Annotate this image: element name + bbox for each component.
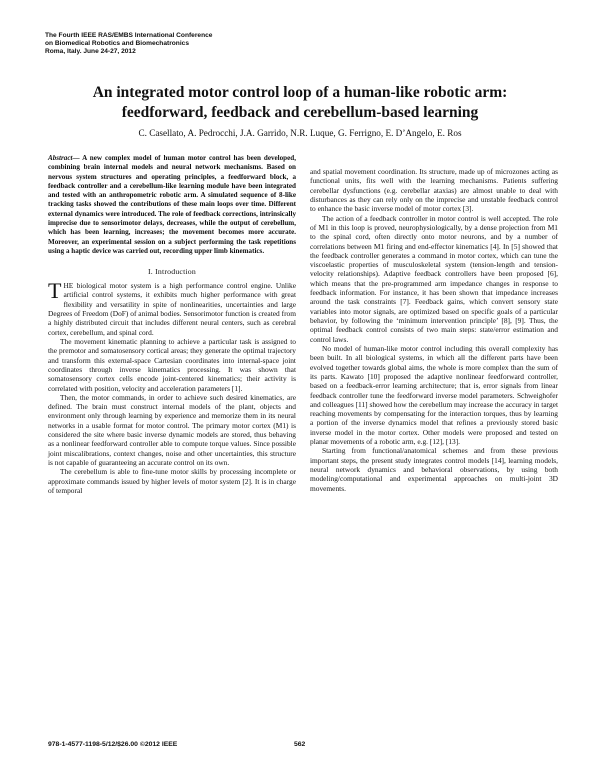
right-paragraph-2: The action of a feedback controller in motor control is well accepted. The role of M1 in this loop is proved, neurophysiologically, by a dense projection from M1 to the spinal cord, often directly onto motor neurons, and by a number of correlations between M1 firing and end-effector kinematics [4]. In [5] showed that the feedback controller generates a command in motor cortex, which can tune the viscoelastic properties of musculoskeletal system (tension-length and tension-velocity relationships). Adaptive feedback controllers have been proposed [6], which means that the pre-programmed arm impedance changes in response to feedback information. For instance, it has been shown that impedance increases around the task constraints [7]. Feedback gains, which convert sensory state variables into motor signals, are optimized based on specific goals of a particular behavior, by following the ‘minimum intervention principle’ [8], [9]. Thus, the optimal feedback control consists of two main steps: state/error estimation and control laws. (310, 213, 558, 344)
abstract-text: — A new complex model of human motor control has been developed, combining brain internal models and neural network mechanisms. Based on nervous system structures and operating principles, a feedforward block, a feedback controller and a cerebellum-like learning module have been integrated and tested with an anthropometric robotic arm. A simulated sequence of 8-like tracking tasks showed the contributions of these main loops over time. Different external dynamics were introduced. The role of feedback corrections, intrinsically imprecise due to sensorimotor delays, decreases, while the output of cerebellum, which has been learning, increases; the movement becomes more accurate. Moreover, an experimental session on a subject performing the task repetitions using a haptic device was carried out, recording upper limb kinematics. (48, 154, 296, 255)
paper-title (40, 83, 560, 122)
right-paragraph-1: and spatial movement coordination. Its structure, made up of microzones acting as functional units, fits well with the learning mechanisms. Patients suffering cerebellar dysfunctions (e.g. cerebellar ataxias) are almost unable to deal with disturbances as they can rely only on the imprecise and unstable feedback control to enhance the basic inverse model of motor cortex [3]. (310, 167, 558, 214)
paper-title-line-1: An integrated motor control loop of a human-like robotic arm: (92, 84, 508, 101)
conference-header (45, 32, 212, 57)
drop-cap: T (48, 278, 62, 304)
left-column (48, 154, 296, 495)
intro-paragraph-1-text: HE biological motor system is a high performance control engine. Unlike artificial control systems, it exhibits much higher performance with great flexibility and versatility in spite of nonlinearities, uncertainties and large Degrees of Freedom (DoF) of animal bodies. Sensorimotor function is created from a highly distributed circuit that includes different neural centers, such as cerebral cortex, cerebellum, and spinal cord. (48, 281, 296, 337)
intro-paragraph-4: The cerebellum is able to fine-tune motor skills by processing incomplete or approximate commands issued by higher levels of motor system [2]. It is in charge of temporal (48, 467, 296, 495)
right-paragraph-4: Starting from functional/anatomical schemes and from these previous important steps, the present study integrates control models [14], learning models, neural network dynamics and behavioral observations, by using both modeling/computational and experimental approaches on multi-joint 3D movements. (310, 446, 558, 493)
conference-line-1: The Fourth IEEE RAS/EMBS International Conference (45, 32, 213, 39)
footer-isbn: 978-1-4577-1198-5/12/$26.00 ©2012 IEEE (48, 741, 178, 748)
intro-paragraph-3: Then, the motor commands, in order to achieve such desired kinematics, are defined. The brain must construct internal models of the plant, objects and environment only through learning by experience and memorize them in its neural networks in a usable format for motor control. The primary motor cortex (M1) is considered the site where basic inverse dynamic models are stored, thus behaving as a nonlinear feedforward controller able to compute torque values. Since possible joint miscalibrations, context changes, noise and other uncertainties, this structure is not capable of guaranteeing an accurate control on its own. (48, 392, 296, 468)
right-column (310, 167, 558, 493)
page-number: 562 (294, 741, 306, 748)
abstract-lead: Abstract (48, 154, 73, 162)
section-heading-introduction: I. Introduction (147, 267, 197, 277)
intro-paragraph-2: The movement kinematic planning to achieve a particular task is assigned to the premotor and somatosensory cortical areas; they generate the optimal trajectory and transform this external-space Cartesian coordinates into internal-space joint coordinates through inverse kinematics processing. It was shown that somatosensory cortex cells encode joint-centered kinematics; their activity is correlated with position, velocity and acceleration parameters [1]. (48, 336, 296, 393)
conference-line-3: Roma, Italy. June 24-27, 2012 (45, 48, 136, 56)
right-paragraph-3: No model of human-like motor control including this overall complexity has been built. In all biological systems, in which all the different parts have been evolved together towards global aims, the whole is more complex than the sum of its parts. Kawato [10] proposed the adaptive nonlinear feedforward controller, based on a feedback-error learning architecture; that is, error signals from linear feedback controller tune the feedforward inverse model parameters. Schweighofer and colleagues [11] showed how the cerebellum may increase the accuracy in target reaching movements by compensating for the interaction torques, thus by learning a portion of the inverse dynamics model that refines a previously stored basic inverse model in the motor cortex. Other models were proposed and tested on planar movements of a robotic arm, e.g. [12], [13]. (310, 343, 558, 447)
author-list: C. Casellato, A. Pedrocchi, J.A. Garrido, N.R. Luque, G. Ferrigno, E. D’Angelo, E. Ros (138, 128, 462, 138)
paper-title-line-2: feedforward, feedback and cerebellum-based learning (121, 103, 479, 121)
abstract (48, 154, 296, 256)
conference-line-2: on Biomedical Robotics and Biomechatronics (45, 40, 189, 48)
intro-paragraph-1 (48, 278, 296, 337)
